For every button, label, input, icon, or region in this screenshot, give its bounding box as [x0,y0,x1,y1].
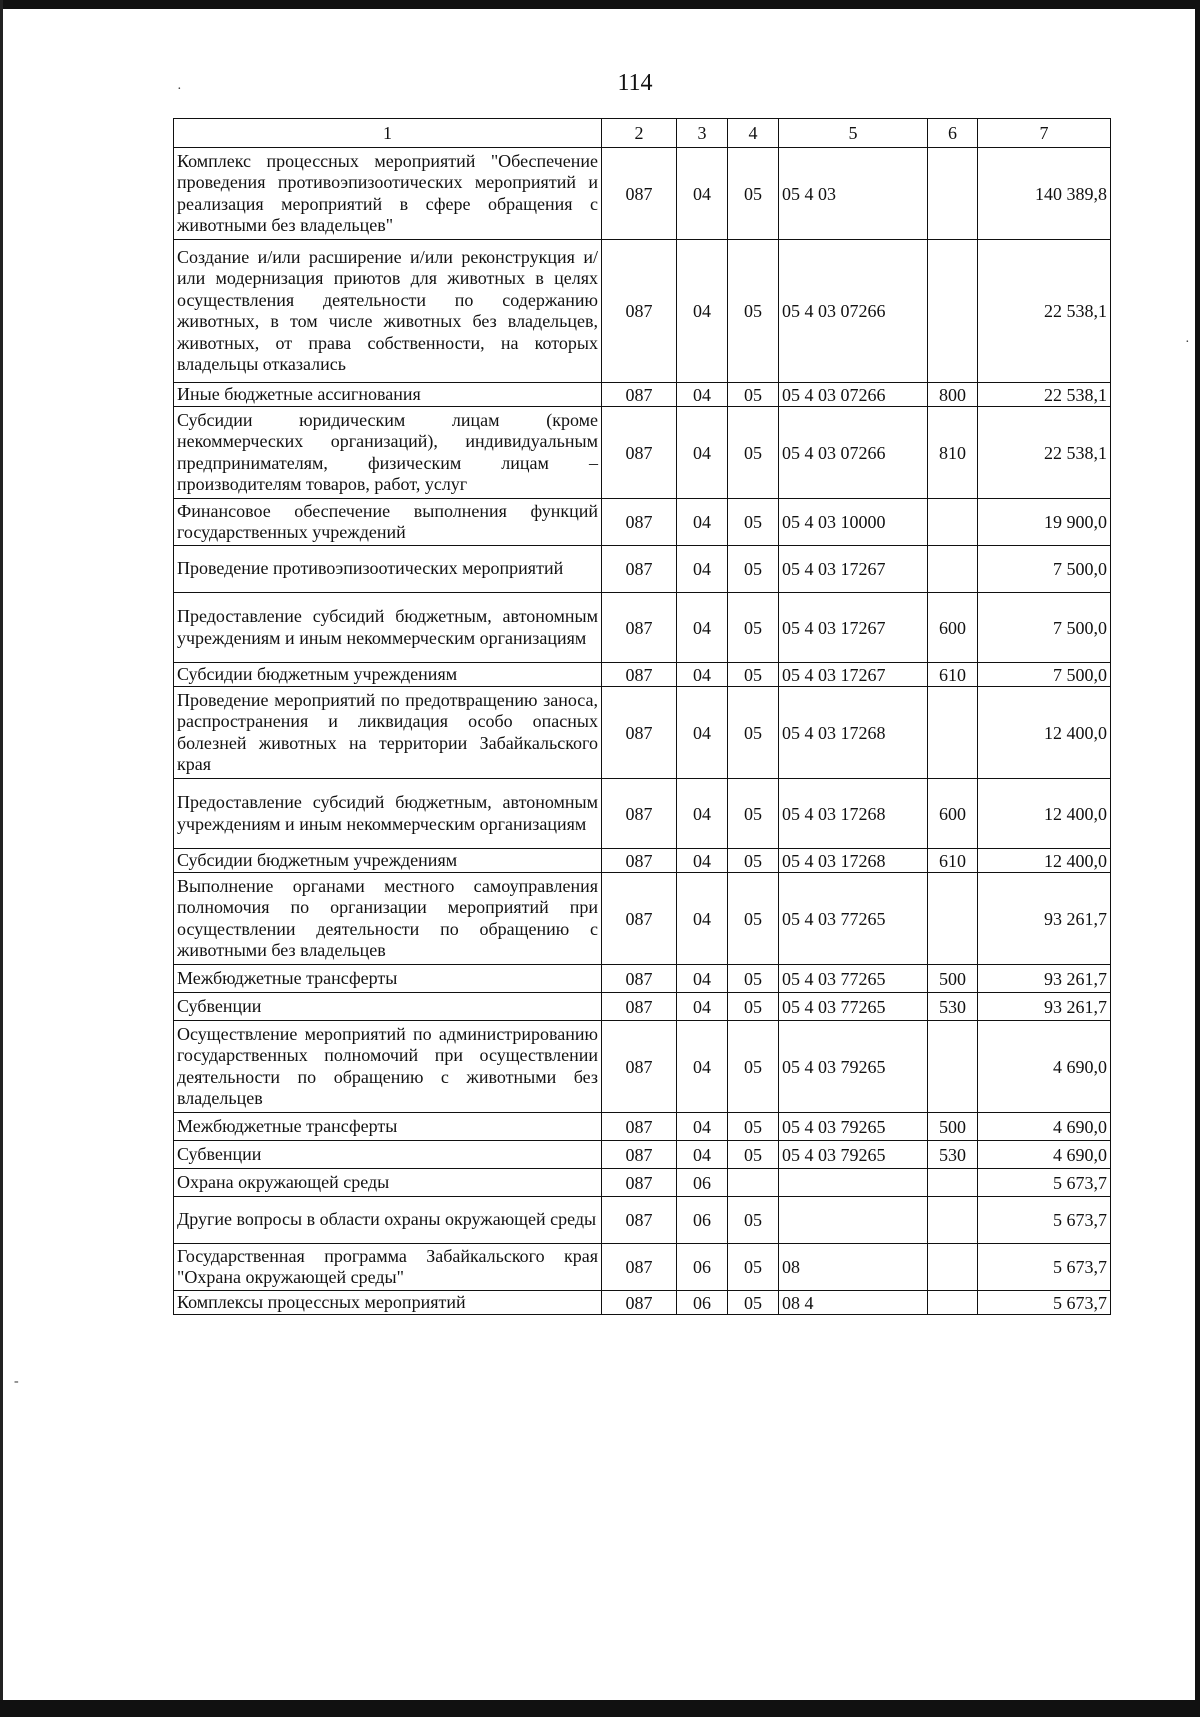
row-name-cell: Предоставление субсидий бюджетным, автономным учреждениям и иным некоммерческим организациям [174,779,602,849]
row-code-3-cell: 04 [677,499,728,546]
row-amount-cell: 5 673,7 [978,1291,1111,1315]
row-code-4-cell: 05 [728,1113,779,1141]
row-name-cell: Межбюджетные трансферты [174,965,602,993]
row-code-2-cell: 087 [602,1113,677,1141]
row-amount-cell: 12 400,0 [978,779,1111,849]
row-amount-cell: 22 538,1 [978,383,1111,407]
row-amount-cell: 140 389,8 [978,148,1111,240]
row-name-cell: Субсидии бюджетным учреждениям [174,663,602,687]
row-name-cell: Межбюджетные трансферты [174,1113,602,1141]
row-code-4-cell: 05 [728,965,779,993]
row-code-4-cell: 05 [728,1197,779,1244]
row-name-cell: Финансовое обеспечение выполнения функций государственных учреждений [174,499,602,546]
row-name-cell: Предоставление субсидий бюджетным, автономным учреждениям и иным некоммерческим организациям [174,593,602,663]
scan-speck: · [1185,335,1190,350]
row-name-cell: Проведение противоэпизоотических мероприятий [174,546,602,593]
column-header: 3 [677,119,728,148]
column-header: 5 [779,119,928,148]
row-code-6-cell: 610 [928,849,978,873]
row-code-6-cell: 600 [928,593,978,663]
table-row [174,499,1111,546]
row-code-4-cell: 05 [728,993,779,1021]
column-header: 1 [174,119,602,148]
row-code-2-cell: 087 [602,1141,677,1169]
column-header: 4 [728,119,779,148]
row-code-2-cell: 087 [602,1291,677,1315]
row-name-cell: Комплексы процессных мероприятий [174,1291,602,1315]
row-code-5-cell: 05 4 03 17267 [779,663,928,687]
row-code-3-cell: 04 [677,1021,728,1113]
row-code-6-cell [928,148,978,240]
row-code-3-cell: 04 [677,1141,728,1169]
row-code-2-cell: 087 [602,779,677,849]
row-code-3-cell: 04 [677,1113,728,1141]
row-code-3-cell: 04 [677,873,728,965]
row-amount-cell: 93 261,7 [978,873,1111,965]
row-amount-cell: 22 538,1 [978,407,1111,499]
budget-table [173,118,1111,1315]
table-row [174,1291,1111,1315]
row-code-2-cell: 087 [602,1021,677,1113]
row-code-3-cell: 04 [677,849,728,873]
row-amount-cell: 4 690,0 [978,1021,1111,1113]
row-code-4-cell: 05 [728,593,779,663]
row-code-3-cell: 04 [677,779,728,849]
table-body [174,148,1111,1315]
row-code-4-cell [728,1169,779,1197]
table-row [174,873,1111,965]
table-row [174,593,1111,663]
row-name-cell: Субсидии юридическим лицам (кроме некоммерческих организаций), индивидуальным предпринимателям, физическим лицам – производителям товаров, работ, услуг [174,407,602,499]
row-code-3-cell: 04 [677,407,728,499]
row-code-4-cell: 05 [728,148,779,240]
row-code-5-cell: 05 4 03 10000 [779,499,928,546]
row-code-6-cell [928,499,978,546]
table-row [174,240,1111,383]
row-code-2-cell: 087 [602,993,677,1021]
row-code-2-cell: 087 [602,687,677,779]
row-code-4-cell: 05 [728,663,779,687]
row-code-5-cell: 05 4 03 79265 [779,1021,928,1113]
scan-border-bottom [0,1700,1200,1717]
scan-speck: · [177,82,182,97]
row-code-6-cell: 610 [928,663,978,687]
row-code-3-cell: 04 [677,687,728,779]
row-code-6-cell [928,1244,978,1291]
row-code-3-cell: 04 [677,383,728,407]
row-code-5-cell: 05 4 03 17268 [779,779,928,849]
scan-speck: - [14,1374,19,1389]
row-code-5-cell [779,1197,928,1244]
row-code-2-cell: 087 [602,546,677,593]
row-code-3-cell: 06 [677,1169,728,1197]
row-code-6-cell [928,240,978,383]
row-amount-cell: 22 538,1 [978,240,1111,383]
table-row [174,663,1111,687]
row-code-6-cell [928,546,978,593]
row-amount-cell: 19 900,0 [978,499,1111,546]
row-code-6-cell: 500 [928,1113,978,1141]
row-name-cell: Государственная программа Забайкальского края "Охрана окружающей среды" [174,1244,602,1291]
row-code-5-cell: 05 4 03 07266 [779,407,928,499]
row-amount-cell: 7 500,0 [978,593,1111,663]
table-row [174,993,1111,1021]
row-amount-cell: 5 673,7 [978,1244,1111,1291]
row-code-3-cell: 06 [677,1244,728,1291]
row-name-cell: Проведение мероприятий по предотвращению заноса, распространения и ликвидация особо опасных болезней животных на территории Забайкальского края [174,687,602,779]
row-code-2-cell: 087 [602,593,677,663]
scan-border-top [0,0,1200,9]
table-row [174,1244,1111,1291]
header-row [174,119,1111,148]
row-code-3-cell: 04 [677,663,728,687]
row-code-3-cell: 04 [677,965,728,993]
column-header: 2 [602,119,677,148]
row-code-5-cell: 05 4 03 77265 [779,873,928,965]
row-code-6-cell: 530 [928,1141,978,1169]
row-code-5-cell: 05 4 03 17268 [779,849,928,873]
row-code-6-cell: 600 [928,779,978,849]
row-code-4-cell: 05 [728,1141,779,1169]
column-header: 6 [928,119,978,148]
table-row [174,1141,1111,1169]
row-code-4-cell: 05 [728,546,779,593]
table-row [174,687,1111,779]
page-number: 114 [617,70,653,96]
row-code-4-cell: 05 [728,407,779,499]
row-code-2-cell: 087 [602,240,677,383]
table-row [174,1197,1111,1244]
row-code-4-cell: 05 [728,240,779,383]
row-code-4-cell: 05 [728,779,779,849]
row-code-5-cell: 05 4 03 17267 [779,593,928,663]
table-row [174,407,1111,499]
row-code-2-cell: 087 [602,1197,677,1244]
column-header: 7 [978,119,1111,148]
row-amount-cell: 7 500,0 [978,663,1111,687]
row-name-cell: Выполнение органами местного самоуправления полномочия по организации мероприятий при осуществлении деятельности по обращению с животными без владельцев [174,873,602,965]
table-row [174,546,1111,593]
row-code-2-cell: 087 [602,849,677,873]
row-amount-cell: 93 261,7 [978,965,1111,993]
table-row [174,849,1111,873]
row-code-3-cell: 04 [677,593,728,663]
row-name-cell: Субвенции [174,1141,602,1169]
row-amount-cell: 5 673,7 [978,1169,1111,1197]
table-row [174,965,1111,993]
row-code-2-cell: 087 [602,965,677,993]
row-code-5-cell: 05 4 03 17267 [779,546,928,593]
row-name-cell: Субсидии бюджетным учреждениям [174,849,602,873]
row-code-5-cell [779,1169,928,1197]
row-code-5-cell: 05 4 03 07266 [779,240,928,383]
row-code-3-cell: 04 [677,546,728,593]
row-code-4-cell: 05 [728,1021,779,1113]
table-row [174,1021,1111,1113]
row-amount-cell: 5 673,7 [978,1197,1111,1244]
row-code-5-cell: 05 4 03 17268 [779,687,928,779]
row-code-4-cell: 05 [728,383,779,407]
row-name-cell: Комплекс процессных мероприятий "Обеспечение проведения противоэпизоотических мероприятий и реализация мероприятий в сфере обращения с животными без владельцев" [174,148,602,240]
row-code-6-cell [928,1291,978,1315]
row-name-cell: Охрана окружающей среды [174,1169,602,1197]
row-code-4-cell: 05 [728,873,779,965]
row-code-2-cell: 087 [602,1244,677,1291]
table-row [174,148,1111,240]
row-code-2-cell: 087 [602,499,677,546]
row-code-5-cell: 05 4 03 79265 [779,1141,928,1169]
row-code-2-cell: 087 [602,407,677,499]
row-code-2-cell: 087 [602,663,677,687]
row-code-3-cell: 06 [677,1197,728,1244]
row-amount-cell: 4 690,0 [978,1141,1111,1169]
row-code-5-cell: 05 4 03 77265 [779,965,928,993]
row-code-2-cell: 087 [602,873,677,965]
row-amount-cell: 93 261,7 [978,993,1111,1021]
row-code-2-cell: 087 [602,1169,677,1197]
row-code-4-cell: 05 [728,1244,779,1291]
row-code-2-cell: 087 [602,148,677,240]
row-code-6-cell: 500 [928,965,978,993]
row-code-6-cell [928,1197,978,1244]
row-name-cell: Создание и/или расширение и/или реконструкция и/или модернизация приютов для животных в целях осуществления деятельности по содержанию животных, в том числе животных без владельцев, животных, от права собственности, на которых владельцы отказались [174,240,602,383]
table-row [174,1169,1111,1197]
row-code-5-cell: 05 4 03 77265 [779,993,928,1021]
row-code-3-cell: 04 [677,148,728,240]
row-name-cell: Другие вопросы в области охраны окружающей среды [174,1197,602,1244]
row-code-5-cell: 05 4 03 [779,148,928,240]
scan-border-right [1195,0,1200,1717]
table-row [174,1113,1111,1141]
row-code-4-cell: 05 [728,687,779,779]
scan-border-left [0,0,3,1717]
row-amount-cell: 12 400,0 [978,687,1111,779]
table-row [174,383,1111,407]
row-code-6-cell [928,1021,978,1113]
row-amount-cell: 7 500,0 [978,546,1111,593]
row-code-6-cell: 530 [928,993,978,1021]
row-code-5-cell: 05 4 03 07266 [779,383,928,407]
row-code-4-cell: 05 [728,499,779,546]
row-code-6-cell: 810 [928,407,978,499]
row-code-6-cell [928,1169,978,1197]
row-code-5-cell: 05 4 03 79265 [779,1113,928,1141]
row-code-5-cell: 08 [779,1244,928,1291]
row-code-2-cell: 087 [602,383,677,407]
row-code-3-cell: 04 [677,993,728,1021]
row-code-6-cell [928,873,978,965]
row-code-4-cell: 05 [728,849,779,873]
row-amount-cell: 12 400,0 [978,849,1111,873]
row-name-cell: Осуществление мероприятий по администрированию государственных полномочий при осуществлении деятельности по обращению с животными без владельцев [174,1021,602,1113]
row-code-6-cell [928,687,978,779]
row-code-6-cell: 800 [928,383,978,407]
table-row [174,779,1111,849]
row-code-4-cell: 05 [728,1291,779,1315]
row-name-cell: Иные бюджетные ассигнования [174,383,602,407]
row-code-3-cell: 04 [677,240,728,383]
row-code-3-cell: 06 [677,1291,728,1315]
row-name-cell: Субвенции [174,993,602,1021]
row-amount-cell: 4 690,0 [978,1113,1111,1141]
row-code-5-cell: 08 4 [779,1291,928,1315]
